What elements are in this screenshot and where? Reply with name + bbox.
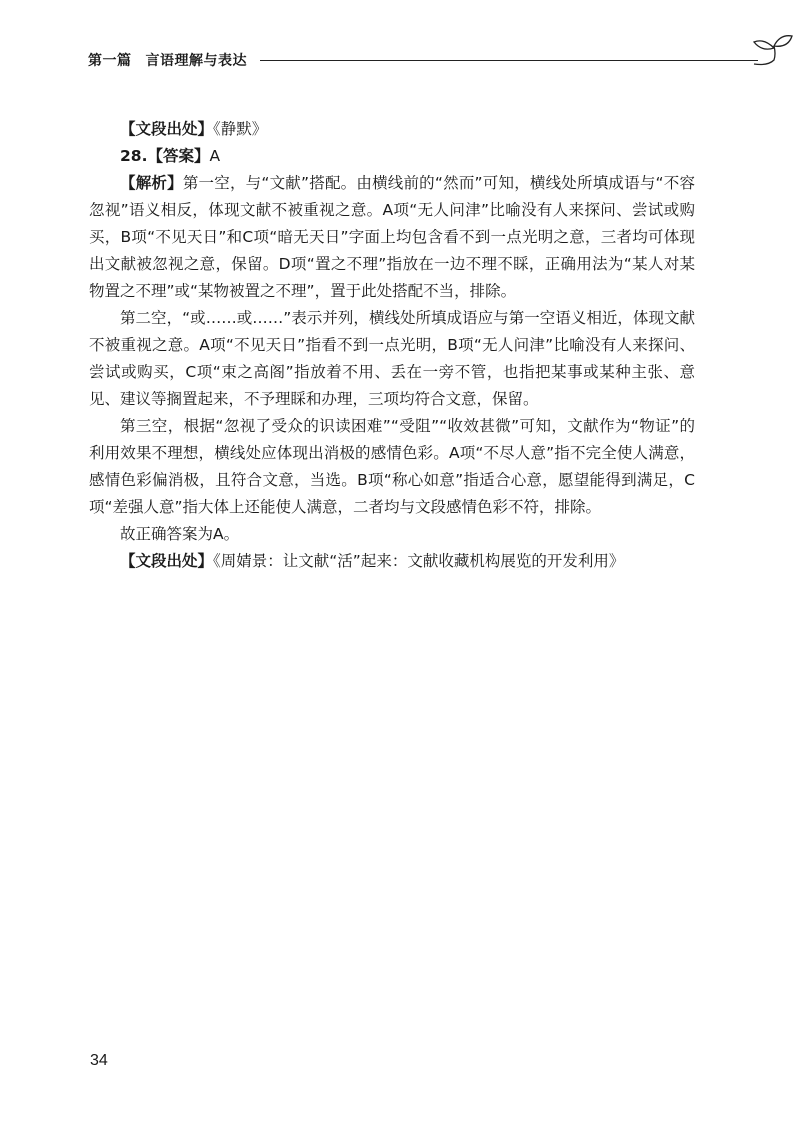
source-title-2: 《周婧景：让文献“活”起来：文献收藏机构展览的开发利用》	[213, 552, 625, 570]
analysis-text-1: 第一空，与“文献”搭配。由横线前的“然而”可知，横线处所填成语与“不容忽视”语义相反，体现文献不被重视之意。A项“无人问津”比喻没有人来探问、尝试或购买，B项“不见天日”和C项“暗无天日”字面上均包含看不到一点光明之意，三者均可体现出文献被忽视之意，保留。D项“置之不理”指放在一边不理不睬，正确用法为“某人对某物置之不理”或“某物被置之不理”，置于此处搭配不当，排除。	[89, 174, 695, 300]
conclusion-line	[89, 521, 695, 548]
source-line-2	[89, 548, 695, 575]
source-label-2: 【文段出处】	[120, 552, 214, 570]
header-chapter: 言语理解与表达	[145, 53, 247, 69]
running-header	[88, 44, 708, 74]
header-title	[88, 50, 247, 70]
header-part: 第一篇	[88, 53, 132, 69]
analysis-paragraph-2	[89, 305, 695, 413]
conclusion-text: 故正确答案为A。	[120, 525, 240, 543]
source-label: 【文段出处】	[120, 120, 214, 138]
analysis-paragraph-3	[89, 413, 695, 521]
page-number: 34	[90, 1052, 108, 1069]
analysis-text-2: 第二空，“或……或……”表示并列，横线处所填成语应与第一空语义相近，体现文献不被重视之意。A项“不见天日”指看不到一点光明，B项“无人问津”比喻没有人来探问、尝试或购买，C项“束之高阁”指放着不用、丢在一旁不管，也指把某事或某种主张、意见、建议等搁置起来，不予理睬和办理，三项均符合文意，保留。	[89, 309, 695, 408]
sprout-icon	[750, 30, 798, 70]
document-body	[89, 116, 695, 575]
source-title: 《静默》	[213, 120, 268, 138]
answer-value: A	[209, 147, 221, 165]
answer-line	[89, 143, 695, 170]
source-line	[89, 116, 695, 143]
answer-label: 28.【答案】	[120, 147, 210, 165]
header-rule	[260, 60, 758, 61]
analysis-paragraph-1	[89, 170, 695, 305]
analysis-text-3: 第三空，根据“忽视了受众的识读困难”“受阻”“收效甚微”可知，文献作为“物证”的利用效果不理想，横线处应体现出消极的感情色彩。A项“不尽人意”指不完全使人满意，感情色彩偏消极，且符合文意，当选。B项“称心如意”指适合心意，愿望能得到满足，C项“差强人意”指大体上还能使人满意，二者均与文段感情色彩不符，排除。	[89, 417, 695, 516]
analysis-label: 【解析】	[120, 174, 183, 192]
